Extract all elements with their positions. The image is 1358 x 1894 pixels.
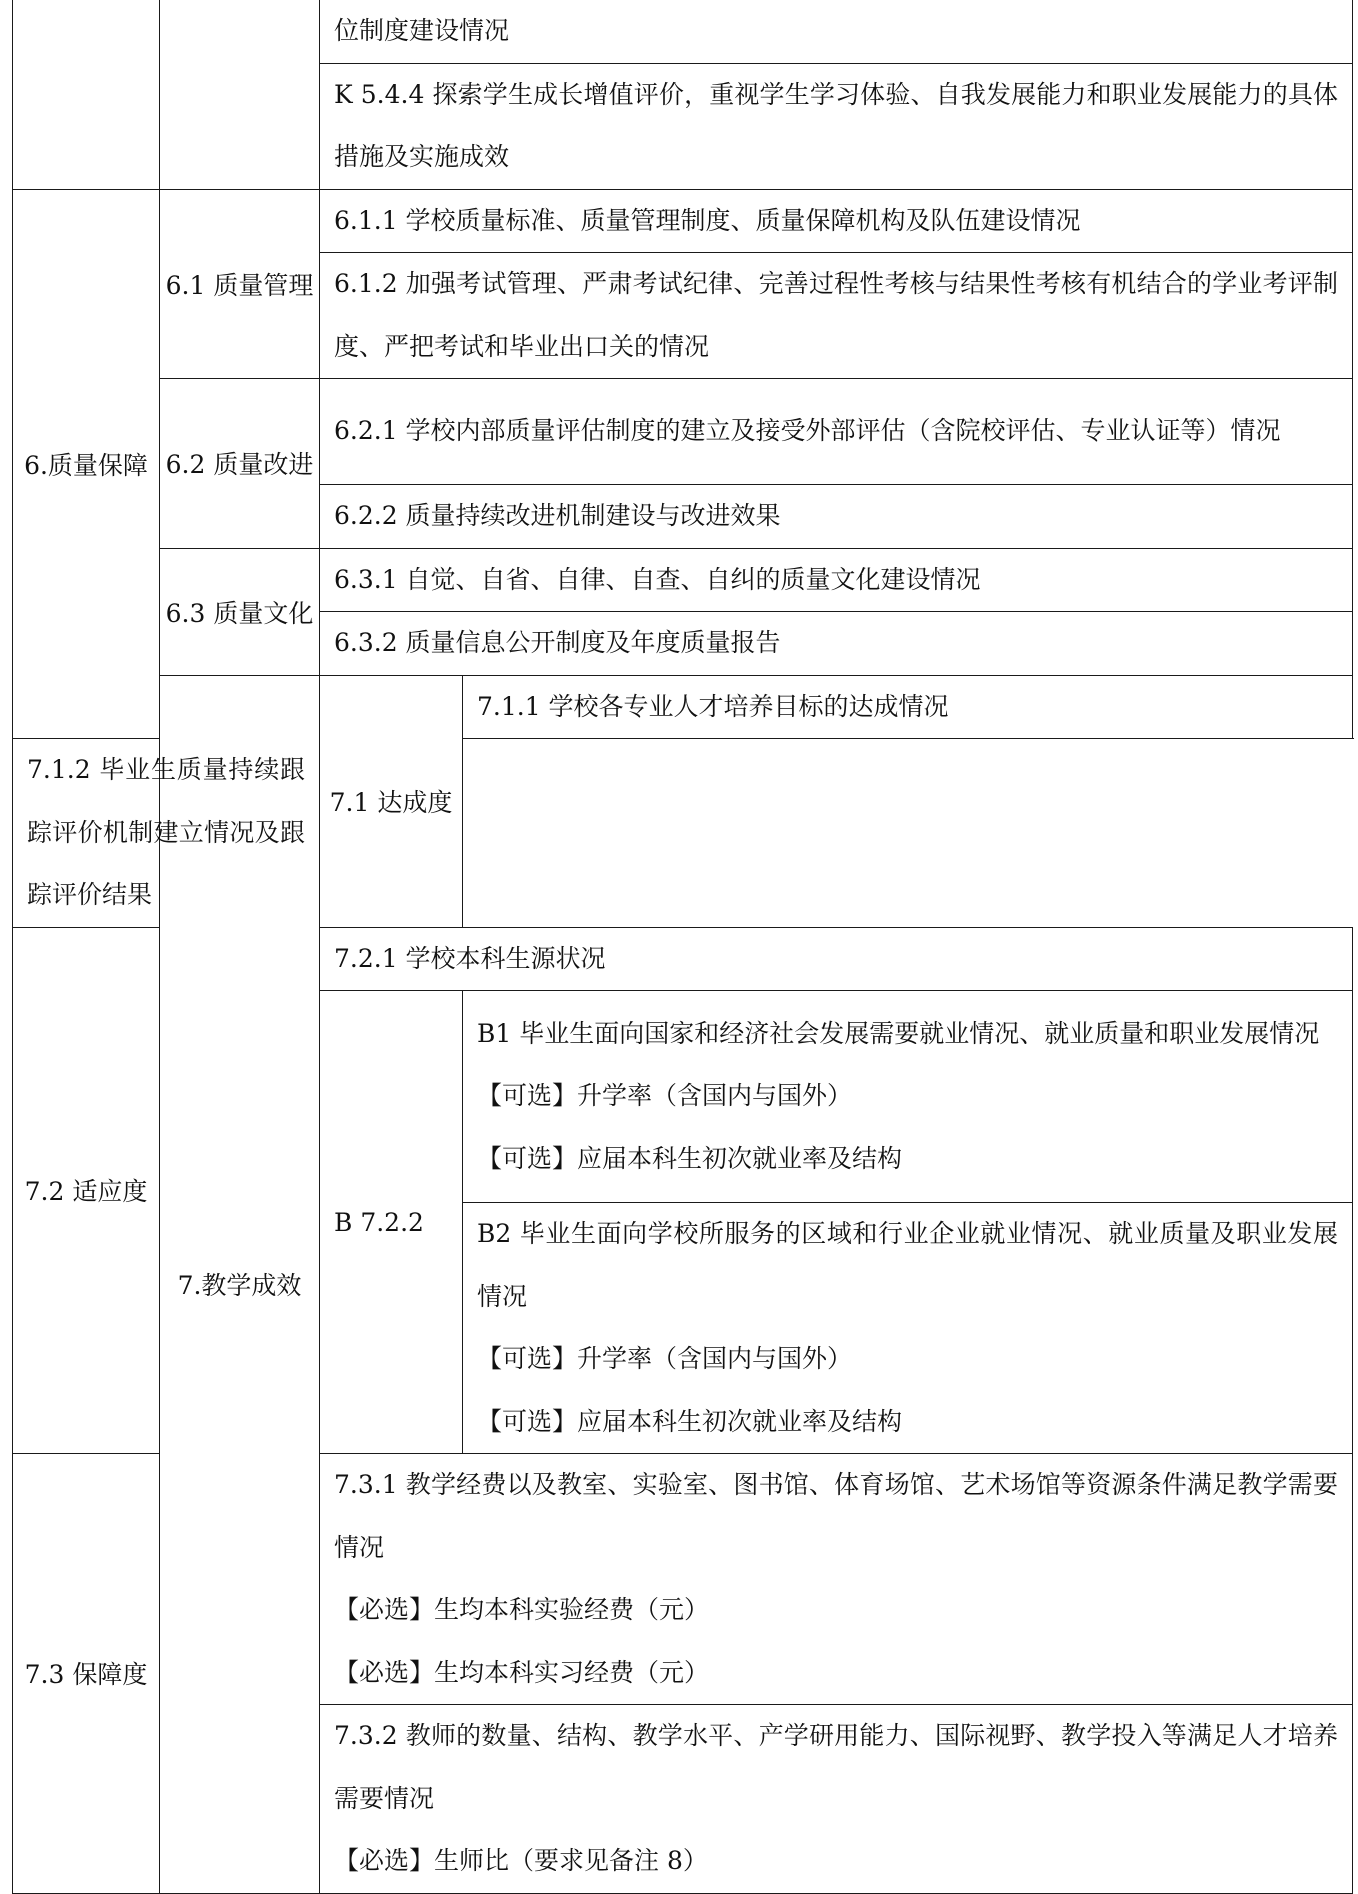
indicator-7-3-1-title: 7.3.1 教学经费以及教室、实验室、图书馆、体育场馆、艺术场馆等资源条件满足教学需要情况 xyxy=(334,1470,1339,1562)
indicator-7-3-1 xyxy=(320,1454,1353,1705)
indicator-6-2-1: 6.2.1 学校内部质量评估制度的建立及接受外部评估（含院校评估、专业认证等）情况 xyxy=(320,379,1353,485)
category-7-teaching-outcomes: 7.教学成效 xyxy=(160,675,320,1893)
indicator-6-2-2: 6.2.2 质量持续改进机制建设与改进效果 xyxy=(320,485,1353,549)
subcategory-6-2: 6.2 质量改进 xyxy=(160,379,320,549)
indicator-b2-option-2: 【可选】应届本科生初次就业率及结构 xyxy=(477,1406,903,1436)
indicator-7-3-2-title: 7.3.2 教师的数量、结构、教学水平、产学研用能力、国际视野、教学投入等满足人才培养需要情况 xyxy=(334,1721,1339,1813)
indicator-7-3-2-required-1: 【必选】生师比（要求见备注 8） xyxy=(334,1846,708,1875)
indicator-b2-title: B2 毕业生面向学校所服务的区域和行业企业就业情况、就业质量及职业发展情况 xyxy=(477,1219,1339,1311)
indicator-7-1-2: 7.1.2 毕业生质量持续跟踪评价机制建立情况及跟踪评价结果 xyxy=(13,739,320,928)
indicator-5-4-4: K 5.4.4 探索学生成长增值评价，重视学生学习体验、自我发展能力和职业发展能力的具体措施及实施成效 xyxy=(320,63,1353,189)
subcategory-7-1: 7.1 达成度 xyxy=(320,675,463,927)
indicator-b1-option-2: 【可选】应届本科生初次就业率及结构 xyxy=(477,1143,903,1173)
indicator-5-4-3-tail: 位制度建设情况 xyxy=(320,0,1353,63)
indicator-b2-option-1: 【可选】升学率（含国内与国外） xyxy=(477,1344,853,1373)
indicator-6-1-2: 6.1.2 加强考试管理、严肃考试纪律、完善过程性考核与结果性考核有机结合的学业考评制度、严把考试和毕业出口关的情况 xyxy=(320,253,1353,379)
indicator-7-3-2 xyxy=(320,1705,1353,1894)
indicator-6-1-1: 6.1.1 学校质量标准、质量管理制度、质量保障机构及队伍建设情况 xyxy=(320,189,1353,253)
indicator-6-3-1: 6.3.1 自觉、自省、自律、自查、自纠的质量文化建设情况 xyxy=(320,548,1353,612)
indicator-7-1-1: 7.1.1 学校各专业人才培养目标的达成情况 xyxy=(463,675,1353,739)
indicator-7-3-1-required-2: 【必选】生均本科实习经费（元） xyxy=(334,1657,710,1687)
subcategory-7-3: 7.3 保障度 xyxy=(13,1454,160,1894)
indicator-table xyxy=(12,0,1353,1894)
subcategory-6-1: 6.1 质量管理 xyxy=(160,189,320,379)
indicator-b1-option-1: 【可选】升学率（含国内与国外） xyxy=(477,1081,853,1111)
indicator-7-2-1: 7.2.1 学校本科生源状况 xyxy=(320,927,1353,991)
category-cell-5-cont-end xyxy=(13,63,160,189)
indicator-b1-title: B1 毕业生面向国家和经济社会发展需要就业情况、就业质量和职业发展情况 xyxy=(477,1018,1320,1048)
indicator-b1 xyxy=(463,991,1353,1203)
subcategory-7-2: 7.2 适应度 xyxy=(13,927,160,1454)
indicator-6-3-2: 6.3.2 质量信息公开制度及年度质量报告 xyxy=(320,612,1353,676)
indicator-7-3-1-required-1: 【必选】生均本科实验经费（元） xyxy=(334,1595,710,1624)
indicator-b-7-2-2: B 7.2.2 xyxy=(320,991,463,1454)
subcategory-6-3: 6.3 质量文化 xyxy=(160,548,320,675)
indicator-b2 xyxy=(463,1203,1353,1454)
subcategory-cell-5-4-cont xyxy=(160,0,320,63)
subcategory-cell-5-4-cont-end xyxy=(160,63,320,189)
category-6-quality-assurance: 6.质量保障 xyxy=(13,189,160,739)
category-cell-5-cont xyxy=(13,0,160,63)
